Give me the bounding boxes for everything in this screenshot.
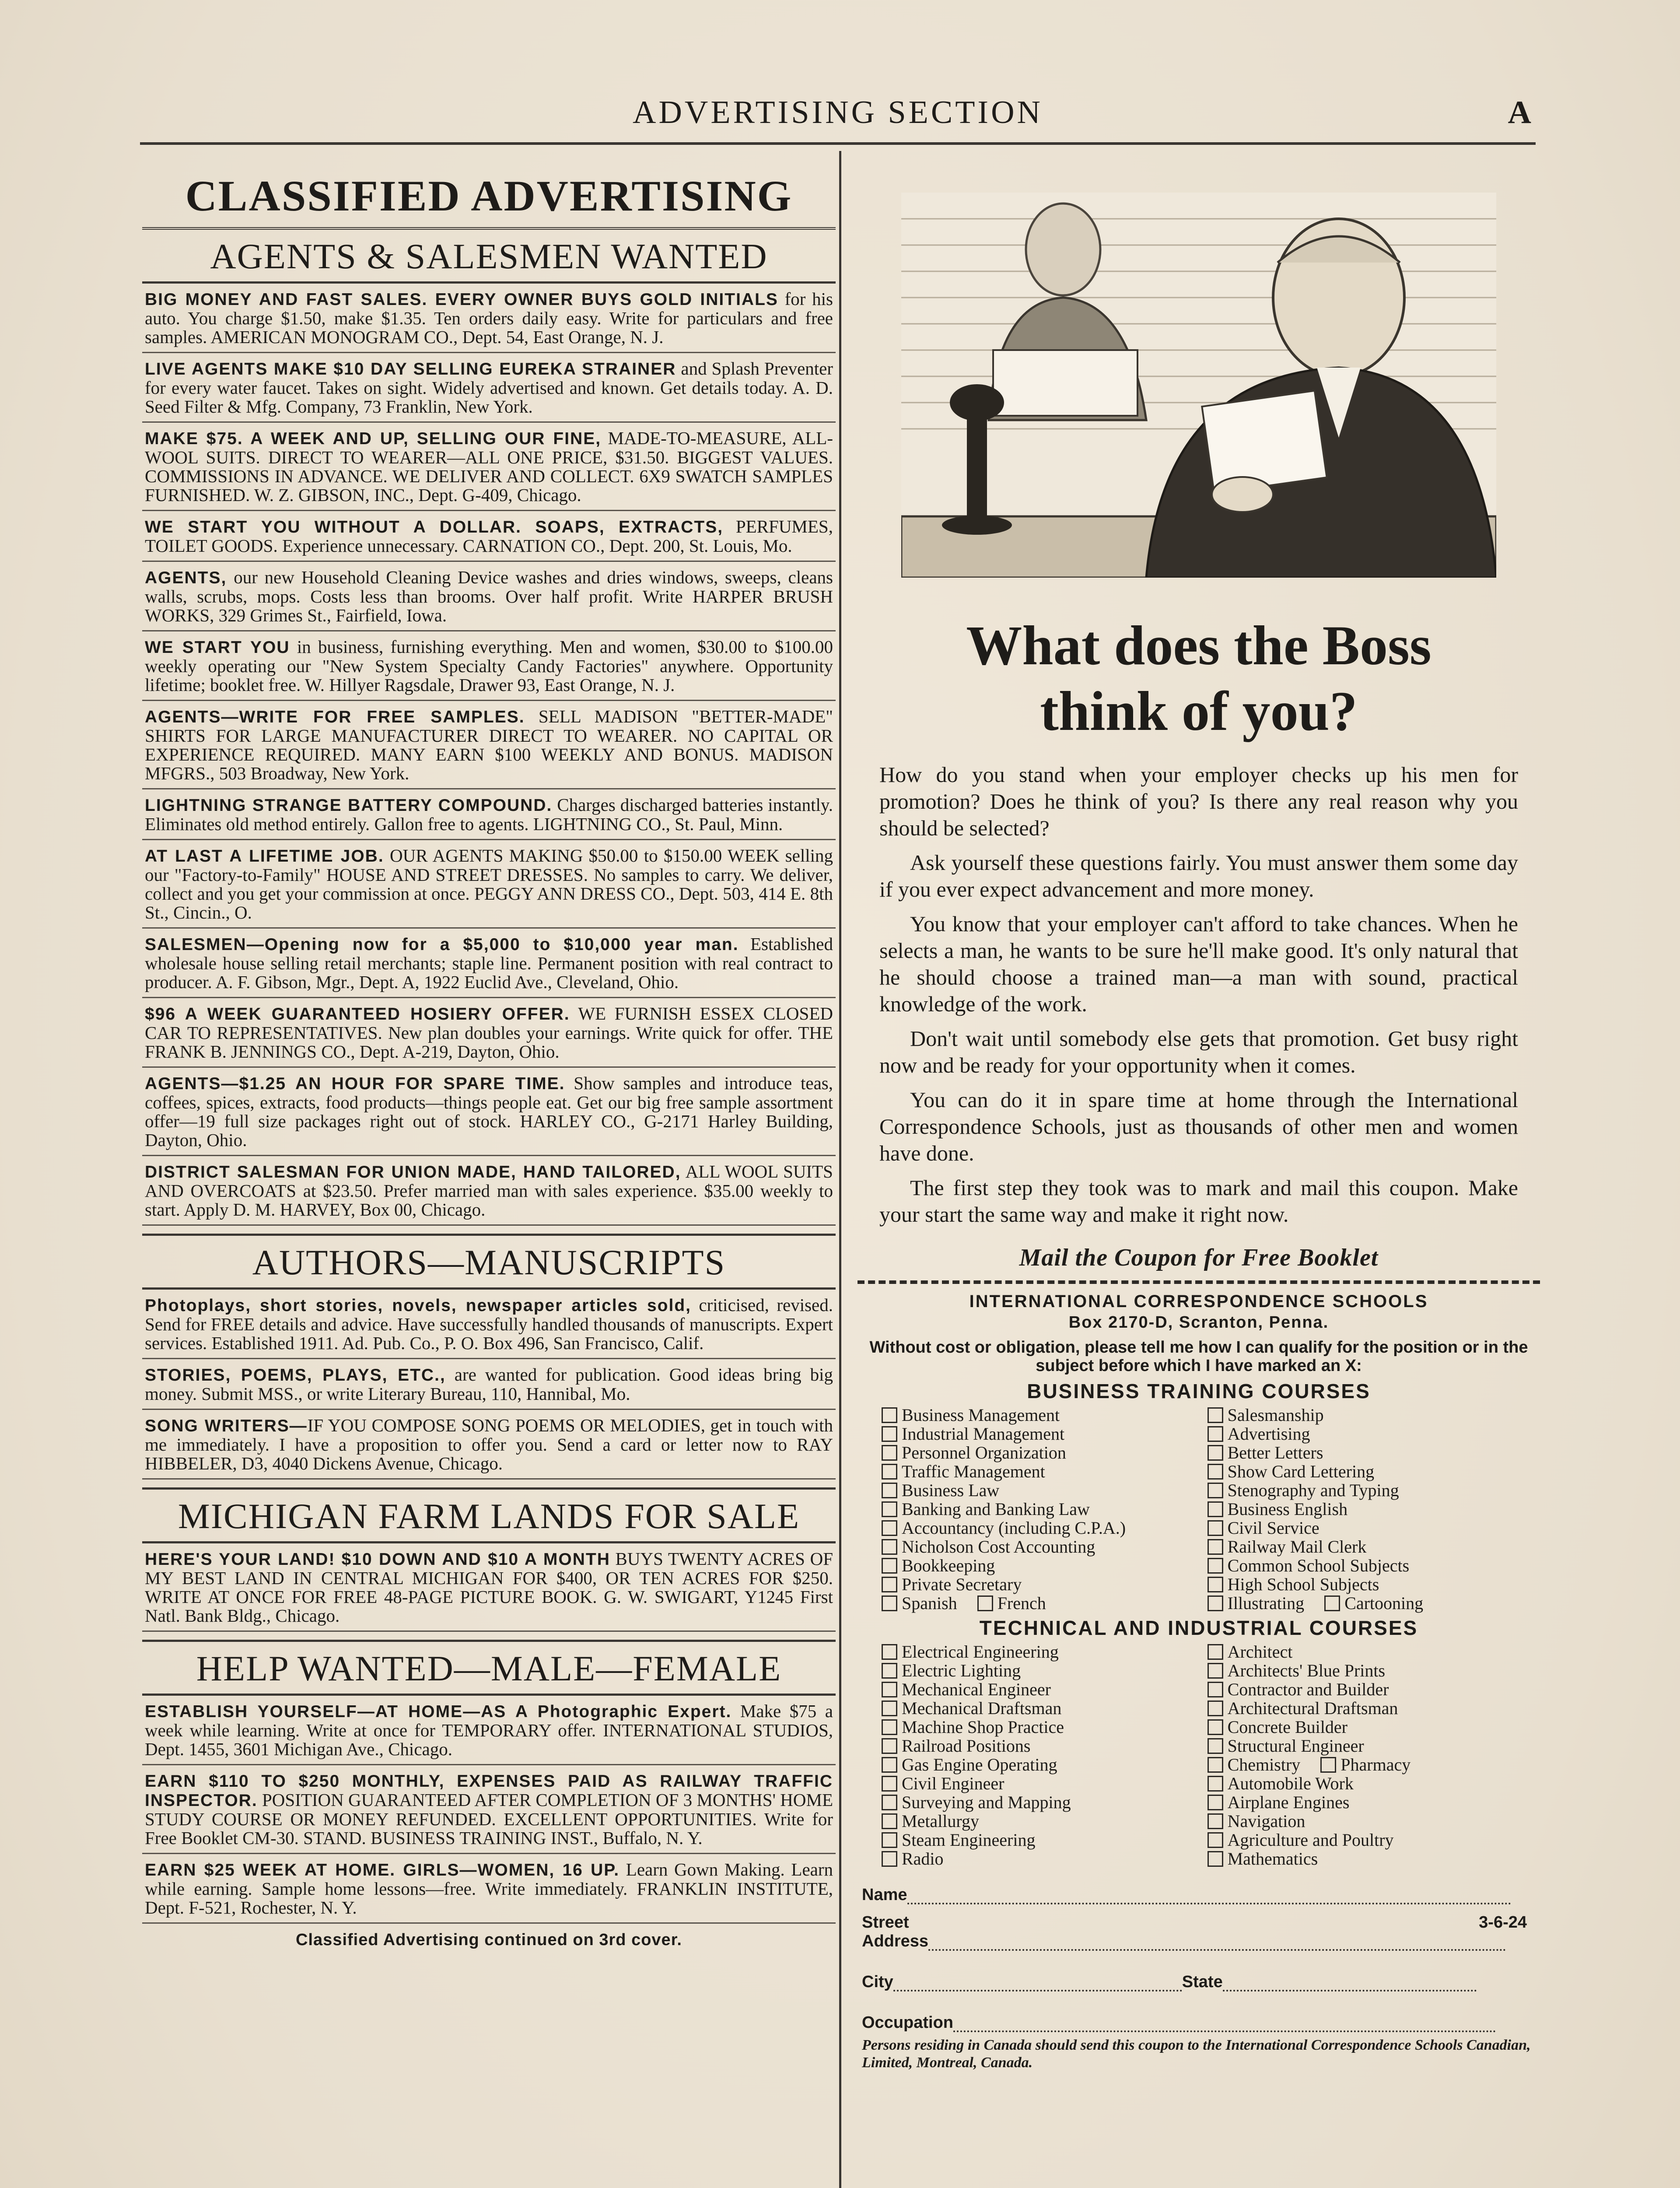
course-checkbox[interactable] [1208, 1682, 1223, 1697]
course-checkbox[interactable] [1208, 1738, 1223, 1754]
classified-ad [142, 511, 836, 562]
course-option[interactable] [882, 1443, 1194, 1462]
course-label: Stenography and Typing [1227, 1480, 1399, 1500]
ics-advertisement [858, 193, 1540, 2188]
ad-lead: SONG WRITERS— [145, 1417, 308, 1435]
course-option[interactable] [882, 1680, 1194, 1699]
classified-ad [142, 840, 836, 929]
classified-ad [142, 1156, 836, 1226]
course-checkbox[interactable] [1208, 1483, 1223, 1498]
course-checkbox[interactable] [882, 1776, 897, 1792]
course-label: Mathematics [1227, 1849, 1318, 1869]
course-checkbox[interactable] [882, 1558, 897, 1574]
course-option[interactable] [1208, 1424, 1520, 1443]
course-label: Traffic Management [902, 1462, 1045, 1481]
course-checkbox[interactable] [1208, 1426, 1223, 1442]
course-label: Show Card Lettering [1227, 1462, 1375, 1481]
course-option[interactable] [882, 1594, 1194, 1613]
headline-line-2: think of you? [1040, 680, 1358, 742]
ad-body: ALL WOOL SUITS AND OVERCOATS at $23.50. Prefer married man with sales experience. $35.00 weekly to start. Apply D. M. HARVEY, Box 00, Chicago. [145, 1161, 833, 1220]
course-checkbox[interactable] [1208, 1719, 1223, 1735]
ad-body: POSITION GUARANTEED AFTER COMPLETION OF 3 MONTHS' HOME STUDY COURSE OR MONEY REFUNDED. EXCELLENT OPPORTUNITIES. Write for Free Booklet CM-30. STAND. BUSINESS TRAINING INST., Buffalo, N. Y. [145, 1790, 833, 1848]
course-label: Cartooning [1344, 1593, 1424, 1613]
course-checkbox[interactable] [977, 1595, 993, 1611]
ad-lead: $96 A WEEK GUARANTEED HOSIERY OFFER. [145, 1005, 570, 1024]
course-label: Advertising [1227, 1424, 1310, 1444]
course-option[interactable] [1208, 1812, 1520, 1830]
course-option[interactable] [882, 1793, 1194, 1812]
ad-body: and Splash Preventer for every water faucet. Takes on sight. Widely advertised and known. Get details today. A. D. Seed Filter & Mfg. Company, 73 Franklin, New York. [145, 358, 833, 417]
classified-ad [142, 1696, 836, 1765]
course-label: Mechanical Draftsman [902, 1698, 1062, 1718]
classified-ad [142, 1854, 836, 1924]
course-label: Better Letters [1227, 1443, 1323, 1462]
course-option[interactable] [882, 1736, 1194, 1755]
course-option[interactable] [1208, 1537, 1520, 1556]
ad-body: for his auto. You charge $1.50, make $1.35. Ten orders daily easy. Write for particulars and free samples. AMERICAN MONOGRAM CO., Dept. 54, East Orange, N. J. [145, 289, 833, 347]
classified-ad [142, 998, 836, 1068]
course-label: Industrial Management [902, 1424, 1065, 1444]
course-option[interactable] [882, 1661, 1194, 1680]
business-courses-left [882, 1406, 1194, 1613]
course-label: Bookkeeping [902, 1556, 995, 1575]
course-label: Personnel Organization [902, 1443, 1066, 1462]
course-option[interactable] [882, 1718, 1194, 1736]
course-option[interactable] [882, 1699, 1194, 1718]
ad-body: MADE-TO-MEASURE, ALL-WOOL SUITS. DIRECT TO WEARER—ALL ONE PRICE, $31.50. BIGGEST VALUES. COMMISSIONS IN ADVANCE. WE DELIVER AND COLLECT. 6X9 SWATCH SAMPLES FURNISHED. W. Z. GIBSON, INC., Dept. G-409, Chicago. [145, 428, 833, 505]
course-checkbox[interactable] [1208, 1595, 1223, 1611]
course-checkbox[interactable] [1208, 1558, 1223, 1574]
course-checkbox[interactable] [1208, 1520, 1223, 1536]
course-checkbox[interactable] [882, 1483, 897, 1498]
classified-heading: CLASSIFIED ADVERTISING [142, 162, 836, 230]
help-ad-list [142, 1696, 836, 1924]
course-label: Agriculture and Poultry [1227, 1830, 1394, 1850]
occupation-field[interactable] [862, 2013, 1536, 2032]
course-option[interactable] [1208, 1518, 1520, 1537]
course-checkbox[interactable] [882, 1832, 897, 1848]
name-label: Name [862, 1886, 907, 1904]
ad-lead: STORIES, POEMS, PLAYS, ETC., [145, 1366, 446, 1385]
course-checkbox[interactable] [1208, 1795, 1223, 1810]
ad-lead: EARN $110 TO $250 MONTHLY, EXPENSES PAID AS RAILWAY TRAFFIC INSPECTOR. [145, 1772, 833, 1810]
course-label: Mechanical Engineer [902, 1680, 1051, 1699]
course-label: Nicholson Cost Accounting [902, 1537, 1096, 1557]
course-checkbox[interactable] [1208, 1407, 1223, 1423]
course-label: Illustrating [1227, 1593, 1305, 1613]
ad-body: in business, furnishing everything. Men and women, $30.00 to $100.00 weekly operating our "New System Specialty Candy Factories" anywhere. Opportunity lifetime; booklet free. W. Hillyer Ragsdale, Drawer 93, East Orange, N. J. [145, 637, 833, 695]
course-option[interactable] [1208, 1443, 1520, 1462]
course-label: Concrete Builder [1227, 1717, 1348, 1737]
course-option[interactable] [1208, 1575, 1520, 1594]
ad-body: our new Household Cleaning Device washes and dries windows, sweeps, cleans walls, scrubs, mops. Costs less than brooms. Over half profit. Write HARPER BRUSH WORKS, 329 Grimes St., Fairfield, Iowa. [145, 567, 833, 625]
course-checkbox[interactable] [1208, 1644, 1223, 1660]
ad-body: OUR AGENTS MAKING $50.00 to $150.00 WEEK selling our "Factory-to-Family" HOUSE AND STREET DRESSES. No samples to carry. We deliver, collect and you get your commission at once. PEGGY ANN DRESS CO., Dept. 503, 414 E. 8th St., Cincin., O. [145, 845, 833, 922]
course-checkbox[interactable] [882, 1851, 897, 1867]
section-title-header: ADVERTISING SECTION [633, 95, 1043, 130]
course-checkbox[interactable] [1320, 1757, 1336, 1773]
course-label: Railroad Positions [902, 1736, 1031, 1756]
occupation-label: Occupation [862, 2013, 954, 2032]
course-label: Gas Engine Operating [902, 1755, 1057, 1774]
course-checkbox[interactable] [1324, 1595, 1340, 1611]
ad-lead: LIVE AGENTS MAKE $10 DAY SELLING EUREKA STRAINER [145, 360, 676, 379]
coupon-form [858, 1886, 1540, 2072]
canada-note: Persons residing in Canada should send this coupon to the International Correspondence Schools Canadian, Limited, Montreal, Canada. [862, 2037, 1531, 2071]
course-label: Machine Shop Practice [902, 1717, 1064, 1737]
course-checkbox[interactable] [882, 1426, 897, 1442]
ad-lead: Photoplays, short stories, novels, newspaper articles sold, [145, 1296, 691, 1315]
classified-ad [142, 1410, 836, 1480]
course-label: Spanish [902, 1593, 957, 1613]
ad-lead: WE START YOU WITHOUT A DOLLAR. SOAPS, EXTRACTS, [145, 518, 724, 536]
course-checkbox[interactable] [1208, 1813, 1223, 1829]
city-label: City [862, 1973, 893, 1991]
course-checkbox[interactable] [1208, 1501, 1223, 1517]
course-option[interactable] [1208, 1755, 1520, 1774]
course-checkbox[interactable] [882, 1795, 897, 1810]
course-checkbox[interactable] [1208, 1539, 1223, 1555]
continued-note: Classified Advertising continued on 3rd cover. [296, 1931, 682, 1949]
classified-ad [142, 562, 836, 631]
column-divider [839, 151, 841, 2188]
classified-ad [142, 631, 836, 701]
course-checkbox[interactable] [882, 1644, 897, 1660]
agents-ad-list [142, 284, 836, 1226]
ad-body: Charges discharged batteries instantly. Eliminates old method entirely. Gallon free to agents. LIGHTNING CO., St. Paul, Minn. [145, 795, 833, 834]
name-field[interactable] [862, 1886, 1536, 1904]
ad-lead: BIG MONEY AND FAST SALES. EVERY OWNER BUYS GOLD INITIALS [145, 290, 778, 309]
course-option[interactable] [1208, 1774, 1520, 1793]
course-option[interactable] [1208, 1462, 1520, 1481]
course-label: Surveying and Mapping [902, 1792, 1071, 1812]
course-checkbox[interactable] [882, 1595, 897, 1611]
help-wanted-section-heading: HELP WANTED—MALE—FEMALE [142, 1640, 836, 1696]
business-course-grid [858, 1406, 1540, 1613]
ad-lead: AGENTS—WRITE FOR FREE SAMPLES. [145, 708, 525, 726]
course-option[interactable] [1208, 1406, 1520, 1424]
school-address: Box 2170-D, Scranton, Penna. [1068, 1313, 1329, 1332]
address-blank[interactable] [928, 1949, 1506, 1951]
ics-paragraph: How do you stand when your employer checks up his men for promotion? Does he think of you? Is there any real reason why you should be selected? [879, 762, 1518, 840]
course-option[interactable] [882, 1849, 1194, 1868]
classified-ad [142, 284, 836, 353]
course-label: Electric Lighting [902, 1661, 1021, 1680]
classified-ad [142, 353, 836, 423]
course-option[interactable] [1208, 1793, 1520, 1812]
business-courses-right [1208, 1406, 1520, 1613]
ics-headline [858, 613, 1540, 744]
course-option[interactable] [882, 1774, 1194, 1793]
ad-lead: MAKE $75. A WEEK AND UP, SELLING OUR FINE, [145, 429, 602, 448]
course-option[interactable] [882, 1406, 1194, 1424]
course-label: Structural Engineer [1227, 1736, 1364, 1756]
classified-ad [142, 1543, 836, 1632]
classified-ad [142, 1359, 836, 1410]
course-option[interactable] [882, 1642, 1194, 1661]
street-field[interactable] [862, 1913, 1536, 1932]
course-option[interactable] [1208, 1718, 1520, 1736]
course-label: Electrical Engineering [902, 1642, 1059, 1662]
city-blank[interactable] [893, 1990, 1182, 1992]
classified-ad [142, 1765, 836, 1854]
classified-ad [142, 701, 836, 789]
course-option[interactable] [1208, 1680, 1520, 1699]
course-option[interactable] [882, 1481, 1194, 1500]
ics-paragraph: Don't wait until somebody else gets that promotion. Get busy right now and be ready for your opportunity when it comes. [879, 1026, 1518, 1077]
ad-lead: AGENTS—$1.25 AN HOUR FOR SPARE TIME. [145, 1074, 565, 1093]
ics-body-copy [879, 761, 1518, 1228]
school-name: INTERNATIONAL CORRESPONDENCE SCHOOLS [969, 1292, 1428, 1311]
course-option[interactable] [1208, 1699, 1520, 1718]
michigan-section-heading: MICHIGAN FARM LANDS FOR SALE [142, 1487, 836, 1543]
course-label: Architectural Draftsman [1227, 1698, 1398, 1718]
course-checkbox[interactable] [882, 1719, 897, 1735]
course-label: Civil Engineer [902, 1774, 1004, 1793]
course-label: French [997, 1593, 1046, 1613]
ad-lead: DISTRICT SALESMAN FOR UNION MADE, HAND TAILORED, [145, 1163, 681, 1182]
course-option[interactable] [1208, 1661, 1520, 1680]
course-option[interactable] [1208, 1556, 1520, 1575]
course-checkbox[interactable] [882, 1757, 897, 1773]
ics-paragraph: You can do it in spare time at home through the International Correspondence Schools, just as thousands of other men and women have done. [879, 1087, 1518, 1165]
authors-ad-list [142, 1290, 836, 1480]
course-option[interactable] [882, 1556, 1194, 1575]
ad-lead: AGENTS, [145, 568, 227, 587]
course-label: Accountancy (including C.P.A.) [902, 1518, 1126, 1538]
running-head [140, 90, 1536, 145]
course-option[interactable] [882, 1812, 1194, 1830]
ad-body: criticised, revised. Send for FREE details and advice. Have successfully handled thousands of manuscripts. Expert services. Established 1911. Ad. Pub. Co., P. O. Box 496, San Francisco, Calif. [145, 1295, 833, 1353]
course-checkbox[interactable] [1208, 1445, 1223, 1461]
course-checkbox[interactable] [882, 1407, 897, 1423]
business-courses-heading: BUSINESS TRAINING COURSES [1027, 1380, 1371, 1403]
course-checkbox[interactable] [1208, 1663, 1223, 1679]
ad-body: IF YOU COMPOSE SONG POEMS OR MELODIES, get in touch with me immediately. I have a proposition to offer you. Send a card or letter now to RAY HIBBELER, D3, 4040 Dickens Avenue, Chicago. [145, 1415, 833, 1473]
course-label: Business Law [902, 1480, 1000, 1500]
course-label: Common School Subjects [1227, 1556, 1410, 1575]
michigan-ad-list [142, 1543, 836, 1632]
course-label: Salesmanship [1227, 1405, 1324, 1425]
course-checkbox[interactable] [1208, 1851, 1223, 1867]
course-label: Architect [1227, 1642, 1293, 1662]
ics-paragraph: Ask yourself these questions fairly. You must answer them some day if you ever expect advancement and more money. [879, 850, 1518, 901]
classified-ad [142, 1290, 836, 1359]
course-label: Automobile Work [1227, 1774, 1354, 1793]
course-option[interactable] [1208, 1736, 1520, 1755]
course-checkbox[interactable] [882, 1539, 897, 1555]
course-checkbox[interactable] [882, 1464, 897, 1480]
ad-body: PERFUMES, TOILET GOODS. Experience unnecessary. CARNATION CO., Dept. 200, St. Louis, Mo. [145, 516, 833, 556]
course-option[interactable] [882, 1424, 1194, 1443]
address-field[interactable] [862, 1932, 1536, 1951]
course-label: Private Secretary [902, 1574, 1022, 1594]
course-label: Business Management [902, 1405, 1060, 1425]
classified-ad [142, 1068, 836, 1156]
course-label: Chemistry [1227, 1755, 1301, 1774]
course-label: Business English [1227, 1499, 1348, 1519]
ad-lead: SALESMEN—Opening now for a $5,000 to $10,000 year man. [145, 935, 739, 954]
occupation-blank[interactable] [953, 2030, 1496, 2032]
ad-lead: ESTABLISH YOURSELF—AT HOME—AS A Photographic Expert. [145, 1702, 732, 1721]
course-checkbox[interactable] [1208, 1577, 1223, 1592]
course-option[interactable] [882, 1537, 1194, 1556]
course-label: Banking and Banking Law [902, 1499, 1090, 1519]
page-letter: A [1508, 95, 1531, 130]
course-checkbox[interactable] [882, 1701, 897, 1716]
course-option[interactable] [1208, 1500, 1520, 1518]
ad-lead: HERE'S YOUR LAND! $10 DOWN AND $10 A MONTH [145, 1550, 610, 1569]
course-option[interactable] [882, 1575, 1194, 1594]
agents-section-heading: AGENTS & SALESMEN WANTED [142, 230, 836, 284]
technical-course-grid [858, 1642, 1540, 1868]
course-option[interactable] [1208, 1849, 1520, 1868]
course-checkbox[interactable] [1208, 1757, 1223, 1773]
ad-body: Learn Gown Making. Learn while earning. Sample home lessons—free. Write immediately. FRANKLIN INSTITUTE, Dept. F-521, Rochester, N. Y. [145, 1859, 833, 1918]
course-option[interactable] [1208, 1830, 1520, 1849]
course-label: Steam Engineering [902, 1830, 1036, 1850]
date-code: 3-6-24 [1479, 1913, 1527, 1932]
course-checkbox[interactable] [882, 1663, 897, 1679]
course-label: Metallurgy [902, 1811, 980, 1831]
technical-courses-heading: TECHNICAL AND INDUSTRIAL COURSES [979, 1616, 1418, 1639]
ad-body: SELL MADISON "BETTER-MADE" SHIRTS FOR LARGE MANUFACTURER DIRECT TO WEARER. NO CAPITAL OR EXPERIENCE REQUIRED. MANY EARN $100 WEEKLY AND BONUS. MADISON MFGRS., 503 Broadway, New York. [145, 706, 833, 783]
city-state-field[interactable] [862, 1973, 1536, 1992]
course-option[interactable] [882, 1830, 1194, 1849]
ad-lead: EARN $25 WEEK AT HOME. GIRLS—WOMEN, 16 UP. [145, 1861, 620, 1879]
course-option[interactable] [882, 1755, 1194, 1774]
ics-paragraph: You know that your employer can't afford to take chances. When he selects a man, he wants to be sure he'll make good. It's only natural that he should choose a trained man—a man with sound, practical knowledge of the work. [879, 912, 1518, 1016]
ad-body: Show samples and introduce teas, coffees, spices, extracts, food products—things people eat. Get our big free sample assortment offer—19 full size packages right out of stock. HARLEY CO., G-2171 Harley Building, Dayton, Ohio. [145, 1073, 833, 1150]
course-checkbox[interactable] [1208, 1832, 1223, 1848]
classified-ad [142, 929, 836, 998]
mail-coupon-callout: Mail the Coupon for Free Booklet [1019, 1244, 1379, 1271]
course-checkbox[interactable] [1208, 1464, 1223, 1480]
ad-lead: AT LAST A LIFETIME JOB. [145, 847, 384, 866]
course-checkbox[interactable] [882, 1445, 897, 1461]
course-checkbox[interactable] [882, 1577, 897, 1592]
ad-lead: WE START YOU [145, 638, 290, 657]
course-checkbox[interactable] [1208, 1701, 1223, 1716]
name-blank[interactable] [907, 1903, 1511, 1904]
classified-ad [142, 789, 836, 840]
classified-ad [142, 423, 836, 511]
ad-body: are wanted for publication. Good ideas bring big money. Submit MSS., or write Literary Bureau, 110, Hannibal, Mo. [145, 1364, 833, 1404]
ad-body: Established wholesale house selling retail merchants; staple line. Permanent position with real contract to producer. A. F. Gibson, Mgr., Dept. A, 1922 Euclid Ave., Cleveland, Ohio. [145, 934, 833, 992]
course-checkbox[interactable] [882, 1520, 897, 1536]
course-option[interactable] [882, 1518, 1194, 1537]
classified-column [142, 162, 836, 2188]
course-label: Airplane Engines [1227, 1792, 1350, 1812]
address-label: Address [862, 1932, 929, 1950]
course-option[interactable] [1208, 1481, 1520, 1500]
course-label: Navigation [1227, 1811, 1306, 1831]
course-label: Railway Mail Clerk [1227, 1537, 1367, 1557]
state-blank[interactable] [1223, 1990, 1477, 1992]
course-checkbox[interactable] [1208, 1776, 1223, 1792]
course-option[interactable] [882, 1500, 1194, 1518]
state-label: State [1182, 1973, 1223, 1991]
boss-illustration [901, 193, 1496, 578]
course-option[interactable] [1208, 1642, 1520, 1661]
course-label: High School Subjects [1227, 1574, 1379, 1594]
course-option[interactable] [882, 1462, 1194, 1481]
technical-courses-left [882, 1642, 1194, 1868]
ad-lead: LIGHTNING STRANGE BATTERY COMPOUND. [145, 796, 553, 815]
course-checkbox[interactable] [882, 1813, 897, 1829]
ad-body: BUYS TWENTY ACRES OF MY BEST LAND IN CENTRAL MICHIGAN FOR $400, OR TEN ACRES FOR $250. WRITE AT ONCE FOR FREE 48-PAGE PICTURE BOOK. G. W. SWIGART, Y1245 First Natl. Bank Bldg., Chicago. [145, 1549, 833, 1626]
street-label: Street [862, 1913, 909, 1932]
technical-courses-right [1208, 1642, 1520, 1868]
course-label: Radio [902, 1849, 944, 1869]
authors-section-heading: AUTHORS—MANUSCRIPTS [142, 1234, 836, 1290]
ad-body: WE FURNISH ESSEX CLOSED CAR TO REPRESENTATIVES. New plan doubles your earnings. Write quick for offer. THE FRANK B. JENNINGS CO., Dept. A-219, Dayton, Ohio. [145, 1003, 833, 1062]
coupon-instructions: Without cost or obligation, please tell me how I can qualify for the position or in the subject before which I have marked an X: [869, 1338, 1528, 1375]
course-label: Contractor and Builder [1227, 1680, 1389, 1699]
course-checkbox[interactable] [882, 1682, 897, 1697]
headline-line-1: What does the Boss [966, 614, 1432, 677]
ics-coupon[interactable] [858, 1280, 1540, 2072]
course-label: Civil Service [1227, 1518, 1320, 1538]
ad-body: Make $75 a week while learning. Write at once for TEMPORARY offer. INTERNATIONAL STUDIOS, Dept. 1455, 3601 Michigan Ave., Chicago. [145, 1701, 833, 1759]
ics-paragraph: The first step they took was to mark and mail this coupon. Make your start the same way and make it right now. [879, 1175, 1518, 1227]
course-label: Pharmacy [1340, 1755, 1411, 1774]
course-option[interactable] [1208, 1594, 1520, 1613]
course-label: Architects' Blue Prints [1227, 1661, 1386, 1680]
course-checkbox[interactable] [882, 1501, 897, 1517]
course-checkbox[interactable] [882, 1738, 897, 1754]
